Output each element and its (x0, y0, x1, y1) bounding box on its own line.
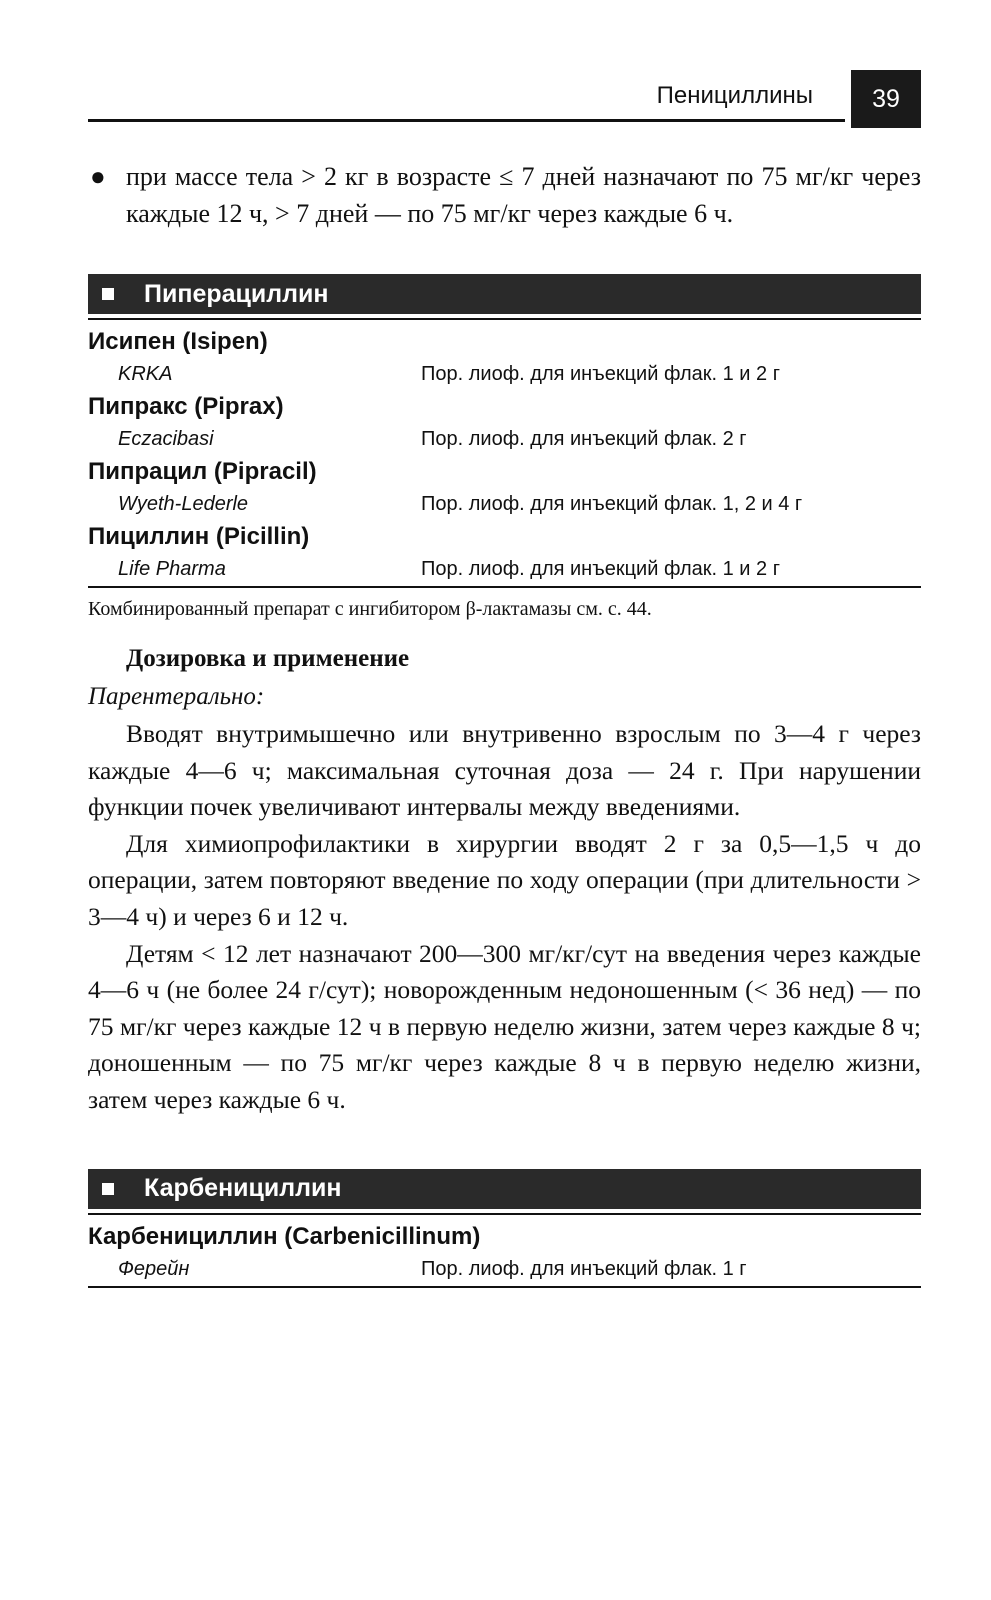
section-title: Пиперациллин (144, 279, 329, 308)
drug-entry (88, 521, 921, 586)
chapter-title: Пенициллины (656, 82, 813, 109)
combination-note: Комбинированный препарат с ингибитором β-лактамазы см. с. 44. (88, 598, 652, 620)
section-title: Карбенициллин (144, 1174, 342, 1203)
drug-name: Карбенициллин (Carbenicillinum) (88, 1222, 481, 1250)
drug-detail-row (88, 488, 921, 521)
dosage-form: Пор. лиоф. для инъекций флак. 1 и 2 г (421, 558, 780, 580)
section-header-piperacillin (88, 274, 921, 314)
manufacturer: Life Pharma (118, 558, 226, 580)
drug-detail-row (88, 423, 921, 456)
drug-detail-row (88, 553, 921, 586)
dosage-paragraph: Для химиопрофилактики в хирургии вводят 2 г за 0,5—1,5 ч до операции, затем повторяют введение по ходу операции (при длительности > 3—4 ч) и через 6 и 12 ч. (88, 828, 921, 931)
section-rule (88, 318, 921, 320)
drug-entry (88, 326, 921, 391)
drug-name: Пициллин (Picillin) (88, 523, 310, 550)
table-bottom-rule (88, 1286, 921, 1288)
dosage-form: Пор. лиоф. для инъекций флак. 1 и 2 г (421, 363, 780, 385)
running-header (88, 0, 921, 130)
drug-list (88, 1221, 921, 1286)
section-rule (88, 1213, 921, 1215)
drug-entry (88, 1221, 921, 1286)
section-header-carbenicillin (88, 1169, 921, 1209)
manufacturer: KRKA (118, 363, 173, 385)
drug-detail-row (88, 358, 921, 391)
drug-name: Исипен (Isipen) (88, 328, 268, 355)
drug-name: Пипрацил (Pipracil) (88, 458, 317, 485)
drug-entry (88, 391, 921, 456)
manufacturer: Eczacibasi (118, 428, 214, 450)
dosage-paragraph: Вводят внутримышечно или внутривенно взрослым по 3—4 г через каждые 4—6 ч; максимальная суточная доза — 24 г. При нарушении функции почек увеличивают интервалы между введениями. (88, 719, 921, 822)
square-bullet-icon (102, 288, 114, 300)
square-bullet-icon (102, 1183, 114, 1195)
table-bottom-rule (88, 586, 921, 588)
dosage-form: Пор. лиоф. для инъекций флак. 2 г (421, 428, 747, 450)
drug-detail-row (88, 1253, 921, 1286)
dosage-paragraph: Детям < 12 лет назначают 200—300 мг/кг/сут на введения через каждые 4—6 ч (не более 24 г/сут); новорожденным недоношенным (< 36 нед) — по 75 мг/кг через каждые 12 ч в первую неделю жизни, затем через каждые 8 ч; доношенным — по 75 мг/кг через каждые 8 ч в первую неделю жизни, затем через каждые 6 ч. (88, 938, 921, 1114)
intro-bullet-text: при массе тела > 2 кг в возрасте ≤ 7 дней назначают по 75 мг/кг через каждые 12 ч, > 7 дней — по 75 мг/кг через каждые 6 ч. (126, 162, 921, 228)
manufacturer: Wyeth-Lederle (118, 493, 249, 515)
drug-list (88, 326, 921, 586)
dosage-form: Пор. лиоф. для инъекций флак. 1 г (421, 1257, 747, 1280)
drug-entry (88, 456, 921, 521)
manufacturer: Ферейн (118, 1257, 190, 1280)
intro-bullet-item (88, 158, 921, 232)
dosage-heading: Дозировка и применение (126, 645, 410, 672)
book-page (88, 0, 921, 1288)
dosage-form: Пор. лиоф. для инъекций флак. 1, 2 и 4 г (421, 493, 803, 515)
route-label: Парентерально: (88, 683, 265, 710)
page-number: 39 (851, 70, 921, 128)
bullet-icon: ● (90, 162, 106, 191)
drug-name: Пипракс (Piprax) (88, 393, 284, 420)
